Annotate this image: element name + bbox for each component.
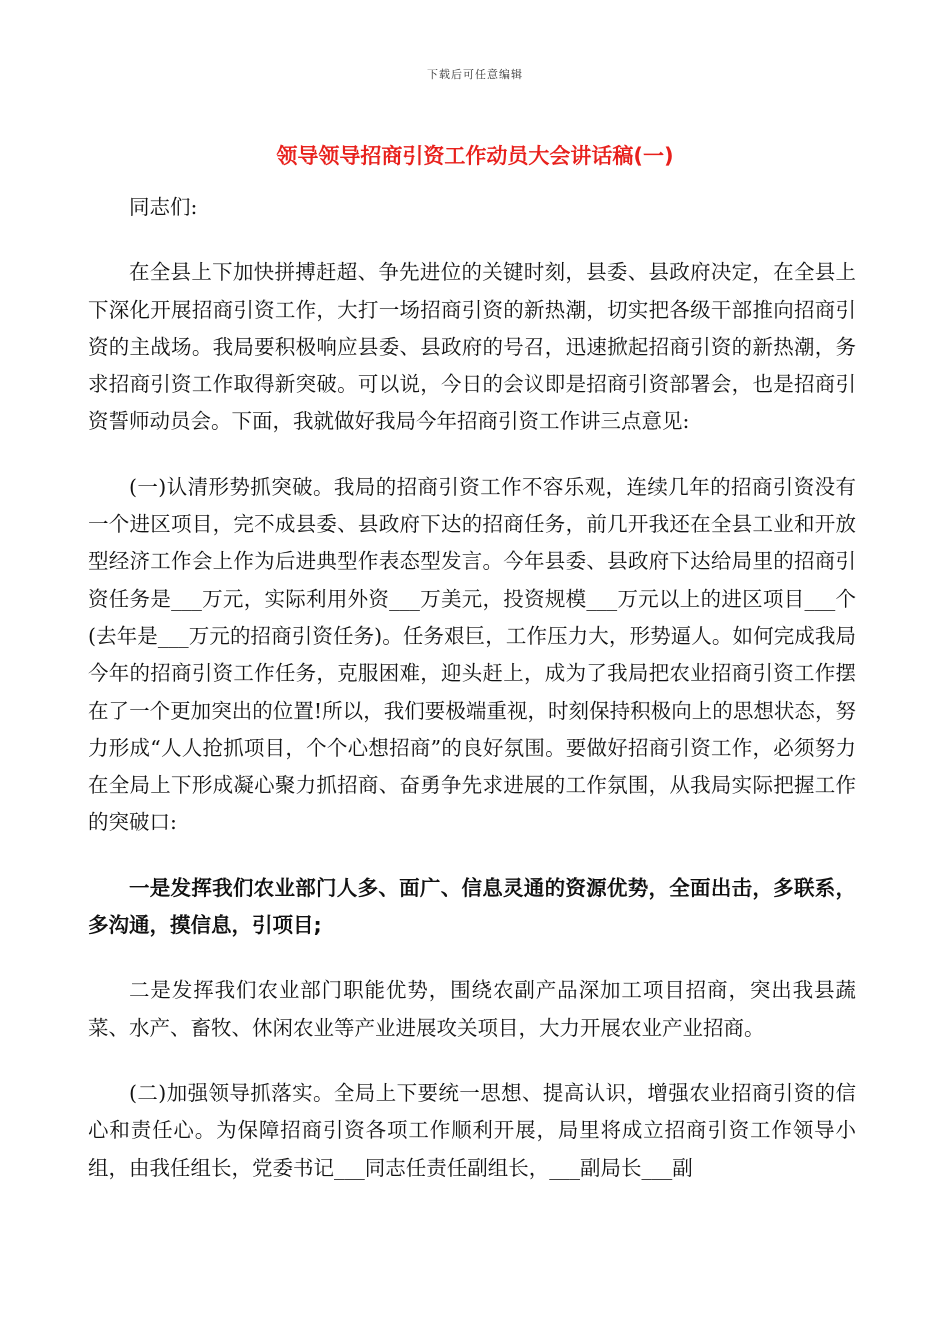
paragraph-section-two: (二)加强领导抓落实。全局上下要统一思想、提高认识，增强农业招商引资的信心和责任心。为保障招商引资各项工作顺利开展，局里将成立招商引资工作领导小组，由我任组长，党委书记___同志任责任副组长，___副局长___副 — [88, 1080, 856, 1180]
paragraph-intro: 在全县上下加快拼搏赶超、争先进位的关键时刻，县委、县政府决定，在全县上下深化开展招商引资工作，大打一场招商引资的新热潮，切实把各级干部推向招商引资的主战场。我局要积极响应县委、县政府的号召，迅速掀起招商引资的新热潮，务求招商引资工作取得新突破。可以说，今日的会议即是招商引资部署会，也是招商引资誓师动员会。下面，我就做好我局今年招商引资工作讲三点意见: — [88, 260, 856, 434]
paragraph-section-one: (一)认清形势抓突破。我局的招商引资工作不容乐观，连续几年的招商引资没有一个进区项目，完不成县委、县政府下达的招商任务，前几开我还在全县工业和开放型经济工作会上作为后进典型作表态型发言。今年县委、县政府下达给局里的招商引资任务是___万元，实际利用外资___万美元，投资规模___万元以上的进区项目___个(去年是___万元的招商引资任务)。任务艰巨，工作压力大，形势逼人。如何完成我局今年的招商引资工作任务，克服困难，迎头赶上，成为了我局把农业招商引资工作摆在了一个更加突出的位置!所以，我们要极端重视，时刻保持积极向上的思想状态，努力形成“人人抢抓项目，个个心想招商”的良好氛围。要做好招商引资工作，必须努力在全局上下形成凝心聚力抓招商、奋勇争先求进展的工作氛围，从我局实际把握工作的突破口: — [88, 474, 856, 835]
document-title: 领导领导招商引资工作动员大会讲话稿(一) — [276, 144, 674, 168]
paragraph-point-two: 二是发挥我们农业部门职能优势，围绕农副产品深加工项目招商，突出我县蔬菜、水产、畜牧、休闲农业等产业进展攻关项目，大力开展农业产业招商。 — [88, 978, 856, 1040]
document-body — [88, 178, 856, 1187]
paragraph-point-one: 一是发挥我们农业部门人多、面广、信息灵通的资源优势，全面出击，多联系，多沟通，摸信息，引项目; — [88, 875, 856, 938]
header-note: 下载后可任意编辑 — [427, 68, 523, 81]
salutation: 同志们: — [129, 195, 198, 219]
